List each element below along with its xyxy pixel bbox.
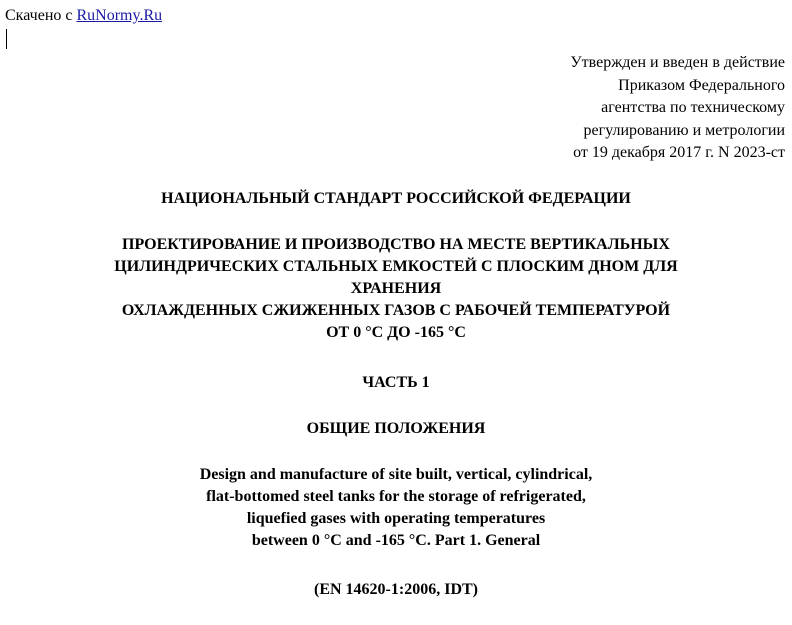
english-title [0,464,792,552]
standard-title [0,234,792,344]
standard-title-line: ХРАНЕНИЯ [350,280,442,297]
standard-title-line: ОХЛАЖДЕННЫХ СЖИЖЕННЫХ ГАЗОВ С РАБОЧЕЙ ТЕМПЕРАТУРОЙ [121,302,671,319]
english-title-line: flat-bottomed steel tanks for the storage of refrigerated, [206,488,586,505]
approval-line: регулированию и метрологии [583,121,785,139]
english-title-line: Design and manufacture of site built, vertical, cylindrical, [199,466,593,483]
source-line [5,6,162,26]
source-prefix: Скачено с [5,7,73,24]
text-cursor [6,29,7,49]
approval-line: от 19 декабря 2017 г. N 2023-ст [573,144,785,161]
source-link[interactable]: RuNormy.Ru [76,7,163,24]
standard-title-line: ЦИЛИНДРИЧЕСКИХ СТАЛЬНЫХ ЕМКОСТЕЙ С ПЛОСКИМ ДНОМ ДЛЯ [114,258,678,275]
part-heading: ЧАСТЬ 1 [362,374,430,391]
approval-line: Приказом Федерального [618,76,785,94]
english-title-line: liquefied gases with operating temperatures [246,510,546,527]
national-standard-heading: НАЦИОНАЛЬНЫЙ СТАНДАРТ РОССИЙСКОЙ ФЕДЕРАЦИИ [161,190,631,207]
standard-title-line: ОТ 0 °С ДО -165 °С [326,324,466,341]
en-reference: (EN 14620-1:2006, IDT) [314,581,478,598]
english-title-line: between 0 °C and -165 °C. Part 1. General [251,532,541,549]
approval-line: агентства по техническому [601,99,785,116]
general-heading: ОБЩИЕ ПОЛОЖЕНИЯ [306,420,486,437]
approval-line: Утвержден и введен в действие [570,54,785,71]
approval-block [570,52,785,165]
standard-title-line: ПРОЕКТИРОВАНИЕ И ПРОИЗВОДСТВО НА МЕСТЕ ВЕРТИКАЛЬНЫХ [122,236,670,253]
